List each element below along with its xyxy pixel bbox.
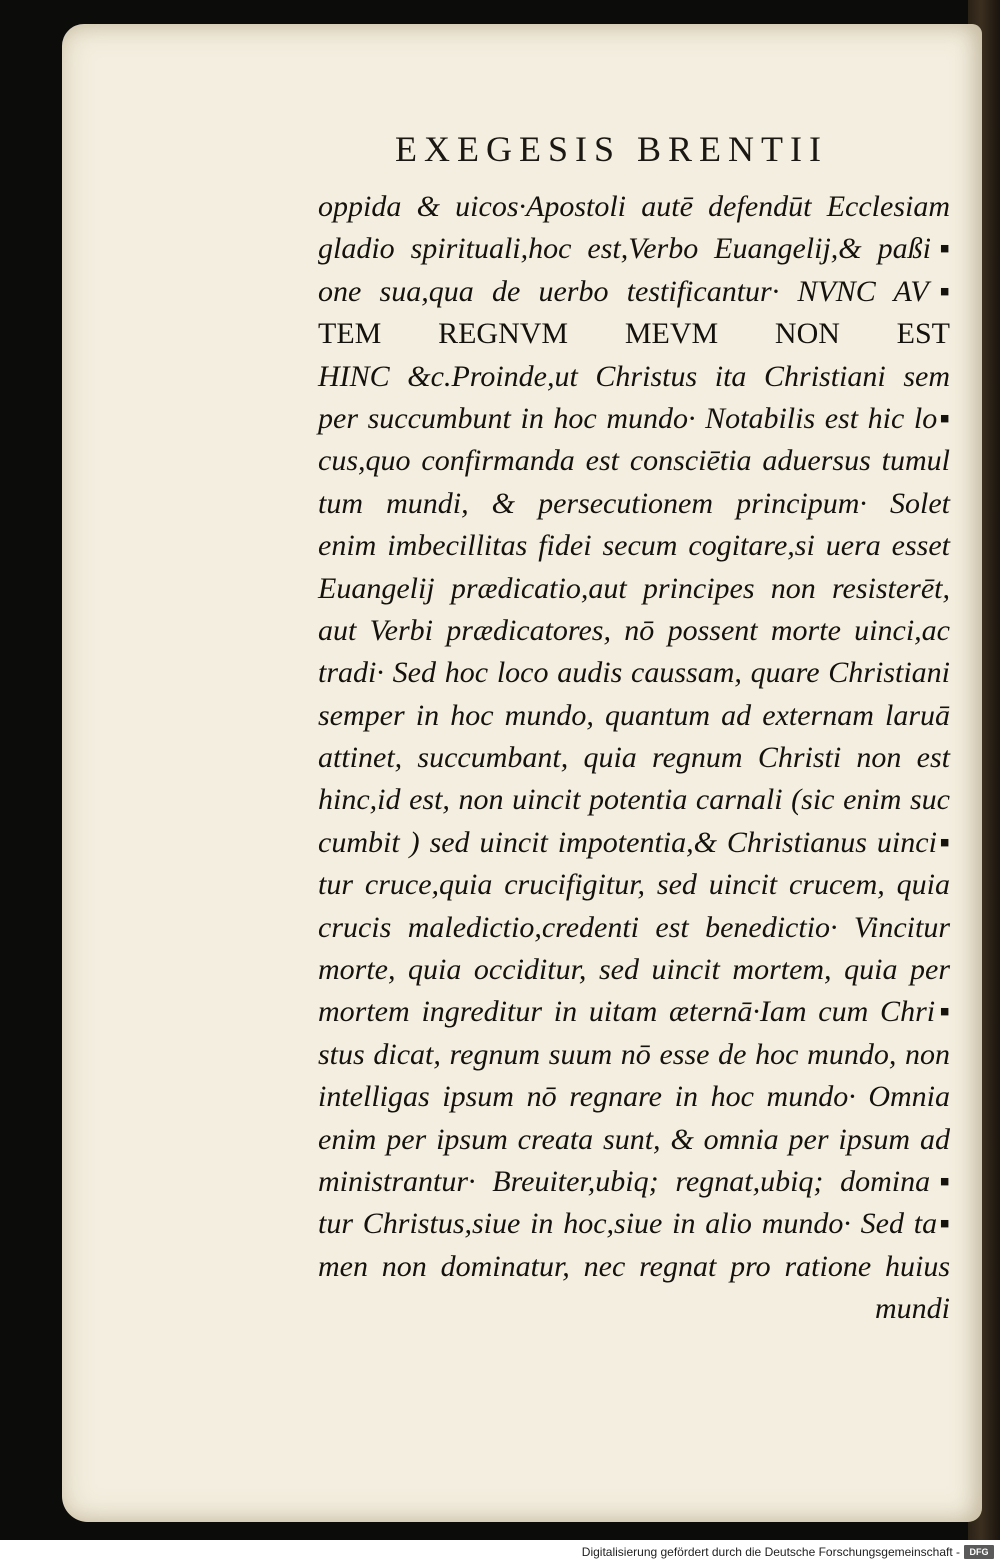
text-line: gladio spirituali,hoc est,Verbo Euangelij,& paßi▪ [318, 232, 950, 266]
text-line: HINC &c.Proinde,ut Christus ita Christiani sem [318, 359, 950, 393]
text-line: tur Christus,siue in hoc,siue in alio mundo· Sed ta▪ [318, 1207, 950, 1241]
text-line: attinet, succumbant, quia regnum Christi non est [318, 741, 950, 775]
dfg-logo: DFG [964, 1545, 994, 1559]
text-line: enim per ipsum creata sunt, & omnia per ipsum ad [318, 1122, 950, 1156]
text-line: men non dominatur, nec regnat pro ratione huius [318, 1249, 950, 1283]
text-line: tum mundi, & persecutionem principum· Solet [318, 486, 950, 520]
text-line: tur cruce,quia crucifigitur, sed uincit crucem, quia [318, 868, 950, 902]
funding-notice: Digitalisierung gefördert durch die Deutsche Forschungsgemeinschaft - [581, 1545, 960, 1559]
text-line: TEM REGNVM MEVM NON EST [318, 317, 950, 351]
text-line: per succumbunt in hoc mundo· Notabilis est hic lo▪ [318, 401, 950, 435]
text-line: oppida & uicos·Apostoli autē defendūt Ecclesiam [318, 190, 950, 223]
text-line: hinc,id est, non uincit potentia carnali (sic enim suc [318, 783, 950, 817]
running-head: EXEGESIS BRENTII [395, 129, 828, 169]
text-line: ministrantur· Breuiter,ubiq; regnat,ubiq; domina▪ [318, 1164, 950, 1198]
text-line: enim imbecillitas fidei secum cogitare,si uera esset [318, 529, 950, 563]
catchword: mundi [875, 1292, 950, 1326]
text-line: aut Verbi prædicatores, nō possent morte uinci,ac [318, 613, 950, 647]
text-line: one sua,qua de uerbo testificantur· NVNC AV▪ [318, 274, 950, 308]
text-line: Euangelij prædicatio,aut principes non resisterēt, [318, 571, 950, 605]
text-line: morte, quia occiditur, sed uincit mortem, quia per [318, 953, 950, 987]
text-line: intelligas ipsum nō regnare in hoc mundo· Omnia [318, 1080, 950, 1114]
text-line: mortem ingreditur in uitam æternā·Iam cum Chri▪ [318, 995, 950, 1029]
text-line: crucis maledictio,credenti est benedictio· Vincitur [318, 910, 950, 944]
text-line: cus,quo confirmanda est consciētia aduersus tumul [318, 444, 950, 478]
text-line: semper in hoc mundo, quantum ad externam laruā [318, 698, 950, 732]
text-line: stus dicat, regnum suum nō esse de hoc mundo, non [318, 1037, 950, 1071]
text-line: cumbit ) sed uincit impotentia,& Christianus uinci▪ [318, 825, 950, 859]
body-text [318, 186, 950, 1331]
footer-bar [0, 1540, 1000, 1565]
text-line: tradi· Sed hoc loco audis caussam, quare Christiani [318, 656, 950, 690]
